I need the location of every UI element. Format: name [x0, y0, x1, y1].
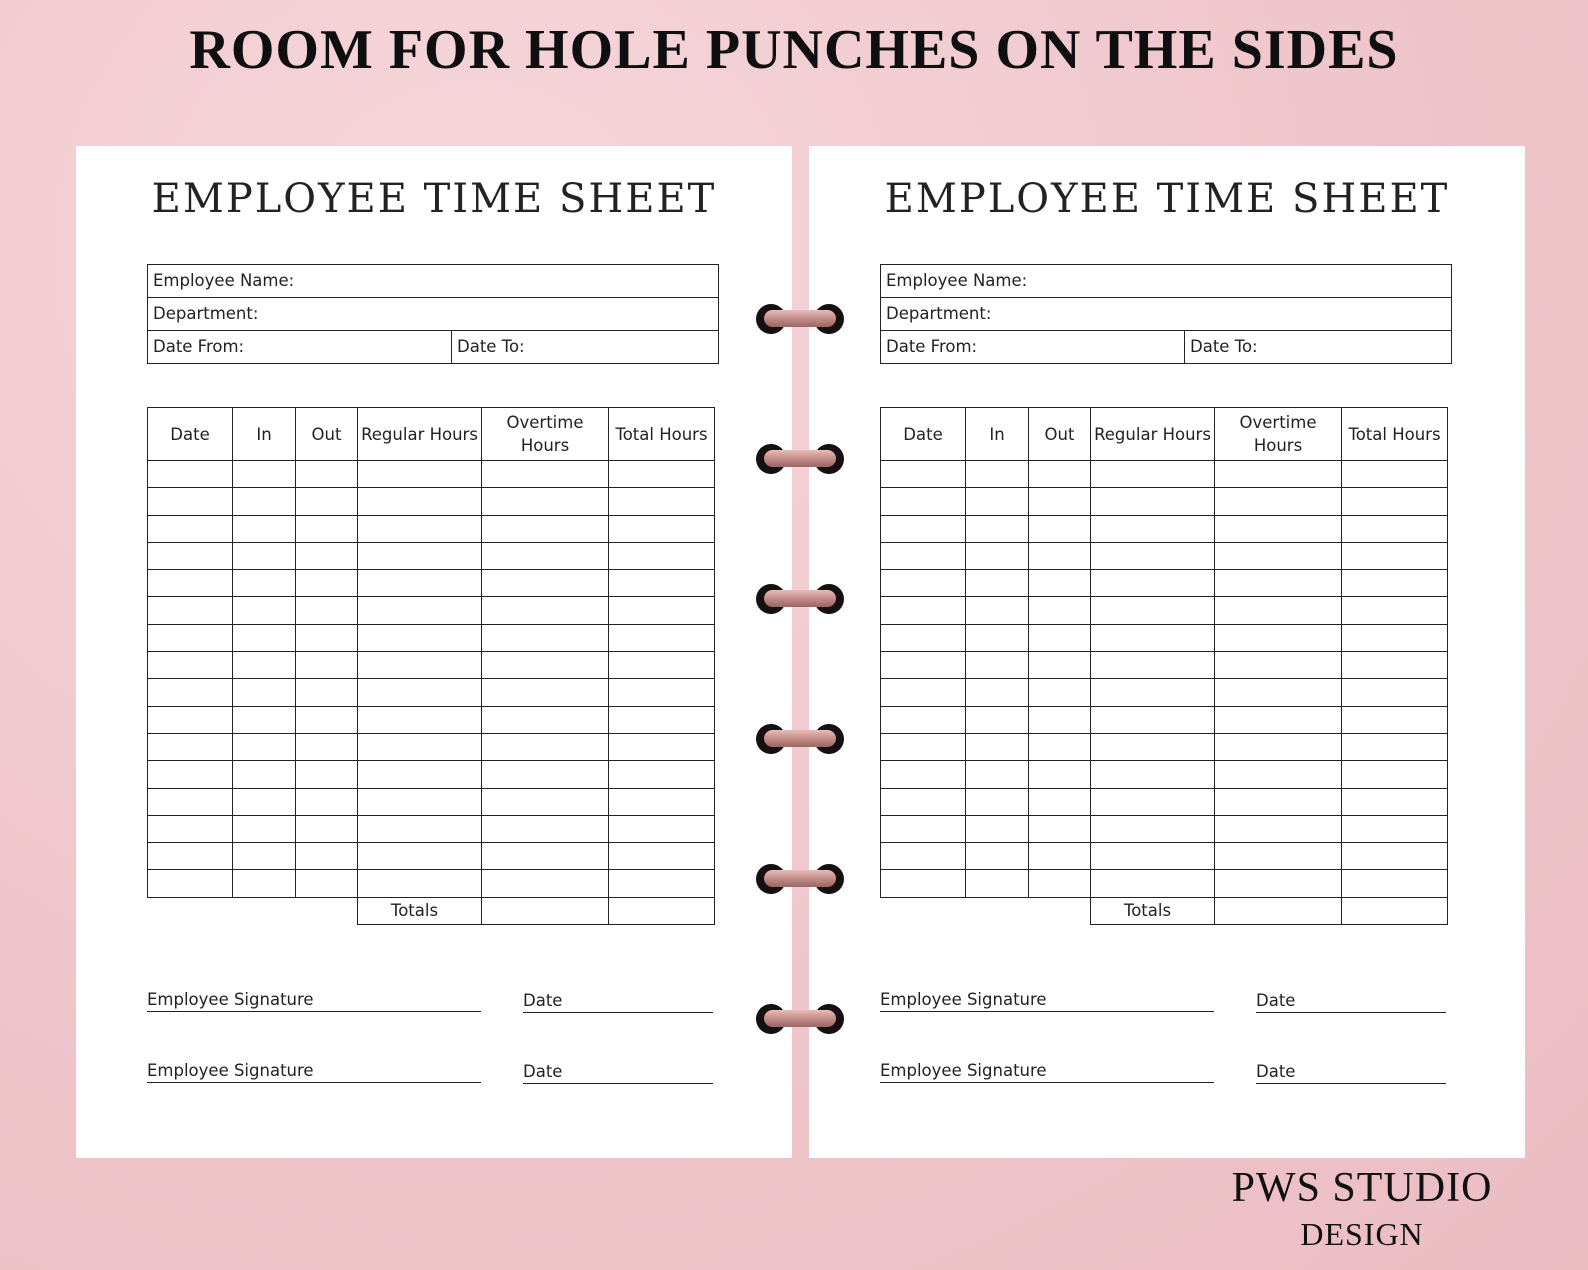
table-cell[interactable] [966, 570, 1029, 597]
table-cell[interactable] [296, 761, 358, 788]
table-cell[interactable] [1091, 570, 1215, 597]
table-cell[interactable] [296, 461, 358, 488]
table-cell[interactable] [1091, 815, 1215, 842]
banner-heading: ROOM FOR HOLE PUNCHES ON THE SIDES [189, 19, 1399, 81]
brand-subtitle: DESIGN [1300, 1216, 1424, 1252]
table-cell[interactable] [482, 488, 609, 515]
sheet-title: EMPLOYEE TIME SHEET [884, 176, 1450, 222]
table-cell[interactable] [296, 488, 358, 515]
table-cell[interactable] [358, 870, 482, 897]
binder-ring [756, 1002, 844, 1038]
table-cell[interactable] [1091, 870, 1215, 897]
table-cell[interactable] [148, 515, 233, 542]
table-cell[interactable] [296, 788, 358, 815]
table-cell[interactable] [881, 652, 966, 679]
table-cell[interactable] [966, 515, 1029, 542]
table-row [881, 733, 1448, 760]
table-cell[interactable] [1215, 761, 1342, 788]
table-cell[interactable] [609, 515, 715, 542]
table-row [881, 788, 1448, 815]
table-cell[interactable] [358, 652, 482, 679]
table-cell[interactable] [358, 706, 482, 733]
column-header: In [966, 408, 1029, 461]
column-header: Out [296, 408, 358, 461]
table-cell[interactable] [148, 733, 233, 760]
table-cell[interactable] [966, 788, 1029, 815]
table-cell[interactable] [233, 515, 296, 542]
table-cell[interactable] [296, 515, 358, 542]
table-cell[interactable] [296, 733, 358, 760]
employee-signature-line[interactable]: Employee Signature [147, 1061, 481, 1083]
table-cell[interactable] [482, 733, 609, 760]
table-cell[interactable] [1342, 542, 1448, 569]
table-cell[interactable] [482, 597, 609, 624]
table-cell[interactable] [148, 706, 233, 733]
signature-date-line[interactable]: Date [1256, 991, 1446, 1013]
table-cell[interactable] [148, 597, 233, 624]
table-cell[interactable] [1029, 597, 1091, 624]
table-row [881, 761, 1448, 788]
signature-date-line[interactable]: Date [523, 1062, 713, 1084]
table-row [881, 624, 1448, 651]
table-cell[interactable] [1342, 488, 1448, 515]
table-cell[interactable] [1342, 570, 1448, 597]
table-cell[interactable] [881, 461, 966, 488]
table-cell[interactable] [881, 515, 966, 542]
table-cell[interactable] [482, 706, 609, 733]
table-cell[interactable] [609, 679, 715, 706]
signature-date-line[interactable]: Date [1256, 1062, 1446, 1084]
table-cell[interactable] [148, 870, 233, 897]
table-cell[interactable] [1215, 652, 1342, 679]
table-cell[interactable] [482, 815, 609, 842]
table-cell[interactable] [233, 733, 296, 760]
table-cell[interactable] [1215, 870, 1342, 897]
table-cell[interactable] [1215, 461, 1342, 488]
column-header: Regular Hours [1091, 408, 1215, 461]
table-cell[interactable] [1215, 815, 1342, 842]
hours-table [147, 407, 715, 925]
table-row [148, 461, 715, 488]
table-cell[interactable] [609, 761, 715, 788]
table-cell[interactable] [1091, 597, 1215, 624]
table-cell[interactable] [148, 843, 233, 870]
table-cell[interactable] [1029, 788, 1091, 815]
table-cell[interactable] [1091, 652, 1215, 679]
table-cell[interactable] [609, 488, 715, 515]
totals-label: Totals [358, 897, 482, 924]
table-cell[interactable] [148, 788, 233, 815]
table-cell[interactable] [482, 542, 609, 569]
table-cell[interactable] [358, 679, 482, 706]
table-cell[interactable] [358, 461, 482, 488]
table-cell[interactable] [1215, 679, 1342, 706]
table-cell[interactable] [482, 461, 609, 488]
table-cell[interactable] [1215, 624, 1342, 651]
column-header: Overtime Hours [482, 408, 609, 461]
table-cell[interactable] [881, 624, 966, 651]
timesheet-page-right [809, 146, 1525, 1158]
table-cell[interactable] [881, 870, 966, 897]
table-cell[interactable] [233, 815, 296, 842]
table-row [148, 733, 715, 760]
table-cell[interactable] [609, 815, 715, 842]
table-cell[interactable] [1029, 461, 1091, 488]
table-cell[interactable] [881, 706, 966, 733]
table-cell[interactable] [296, 542, 358, 569]
table-cell[interactable] [148, 652, 233, 679]
table-cell[interactable] [1029, 488, 1091, 515]
table-cell[interactable] [233, 624, 296, 651]
table-row [881, 652, 1448, 679]
table-cell[interactable] [609, 542, 715, 569]
table-cell[interactable] [1091, 461, 1215, 488]
table-row [881, 597, 1448, 624]
table-cell[interactable] [1342, 843, 1448, 870]
totals-row [148, 897, 715, 924]
table-cell[interactable] [233, 597, 296, 624]
table-cell[interactable] [966, 706, 1029, 733]
table-cell[interactable] [482, 570, 609, 597]
table-cell[interactable] [609, 733, 715, 760]
table-cell[interactable] [609, 461, 715, 488]
table-row [148, 624, 715, 651]
binder-ring [756, 862, 844, 898]
table-cell[interactable] [1091, 542, 1215, 569]
table-row [148, 597, 715, 624]
table-cell[interactable] [148, 542, 233, 569]
table-cell[interactable] [966, 679, 1029, 706]
column-header: Overtime Hours [1215, 408, 1342, 461]
table-cell[interactable] [609, 706, 715, 733]
table-cell[interactable] [148, 461, 233, 488]
table-cell[interactable] [1029, 679, 1091, 706]
table-cell[interactable] [1342, 652, 1448, 679]
table-cell[interactable] [482, 515, 609, 542]
table-cell[interactable] [1029, 652, 1091, 679]
table-cell[interactable] [966, 815, 1029, 842]
table-row [148, 815, 715, 842]
sheet-title: EMPLOYEE TIME SHEET [151, 176, 717, 222]
table-cell[interactable] [966, 843, 1029, 870]
table-cell[interactable] [358, 815, 482, 842]
table-cell[interactable] [1342, 597, 1448, 624]
table-cell[interactable] [358, 843, 482, 870]
table-cell[interactable] [881, 679, 966, 706]
table-cell[interactable] [1342, 515, 1448, 542]
table-row [148, 652, 715, 679]
table-cell[interactable] [233, 870, 296, 897]
table-cell[interactable] [1342, 733, 1448, 760]
column-header: In [233, 408, 296, 461]
table-cell[interactable] [881, 542, 966, 569]
employee-name-field[interactable]: Employee Name: [886, 271, 1028, 290]
table-cell[interactable] [881, 788, 966, 815]
table-cell[interactable] [233, 461, 296, 488]
timesheet-page-left [76, 146, 792, 1158]
table-row [881, 488, 1448, 515]
table-cell[interactable] [1029, 843, 1091, 870]
table-cell[interactable] [609, 624, 715, 651]
table-cell[interactable] [1215, 706, 1342, 733]
employee-signature-line[interactable]: Employee Signature [147, 990, 481, 1012]
table-row [881, 461, 1448, 488]
table-cell[interactable] [881, 597, 966, 624]
table-cell[interactable] [482, 624, 609, 651]
employee-info-box [147, 264, 719, 364]
table-cell[interactable] [482, 679, 609, 706]
table-row [148, 843, 715, 870]
overtime-total-cell[interactable] [1215, 897, 1342, 924]
table-cell[interactable] [233, 570, 296, 597]
table-cell[interactable] [358, 542, 482, 569]
table-cell[interactable] [233, 843, 296, 870]
table-cell[interactable] [482, 761, 609, 788]
table-cell[interactable] [358, 570, 482, 597]
table-cell[interactable] [1091, 488, 1215, 515]
column-header: Total Hours [1342, 408, 1448, 461]
table-cell[interactable] [881, 761, 966, 788]
table-row [148, 761, 715, 788]
table-cell[interactable] [1091, 679, 1215, 706]
date-to-field[interactable]: Date To: [1190, 337, 1258, 356]
table-cell[interactable] [1342, 870, 1448, 897]
table-cell[interactable] [148, 488, 233, 515]
table-cell[interactable] [609, 788, 715, 815]
binder-ring [756, 582, 844, 618]
table-cell[interactable] [1029, 733, 1091, 760]
table-cell[interactable] [358, 788, 482, 815]
table-cell[interactable] [358, 624, 482, 651]
table-cell[interactable] [881, 843, 966, 870]
table-row [881, 679, 1448, 706]
table-cell[interactable] [966, 870, 1029, 897]
table-row [881, 570, 1448, 597]
table-cell[interactable] [1091, 761, 1215, 788]
table-cell[interactable] [1215, 515, 1342, 542]
table-cell[interactable] [296, 679, 358, 706]
table-cell[interactable] [1029, 515, 1091, 542]
table-cell[interactable] [482, 652, 609, 679]
table-row [148, 488, 715, 515]
table-row [881, 515, 1448, 542]
totals-row [881, 897, 1448, 924]
employee-info-box [880, 264, 1452, 364]
employee-signature-line[interactable]: Employee Signature [880, 990, 1214, 1012]
table-cell[interactable] [1215, 570, 1342, 597]
column-header: Out [1029, 408, 1091, 461]
table-cell[interactable] [1342, 788, 1448, 815]
table-cell[interactable] [966, 761, 1029, 788]
table-cell[interactable] [966, 597, 1029, 624]
table-cell[interactable] [1091, 624, 1215, 651]
brand-name: PWS STUDIO [1231, 1165, 1493, 1211]
table-row [148, 679, 715, 706]
table-cell[interactable] [1342, 461, 1448, 488]
table-row [881, 870, 1448, 897]
table-cell[interactable] [358, 488, 482, 515]
table-cell[interactable] [881, 815, 966, 842]
table-cell[interactable] [1029, 870, 1091, 897]
overtime-total-cell[interactable] [482, 897, 609, 924]
table-row [881, 706, 1448, 733]
table-cell[interactable] [233, 488, 296, 515]
table-cell[interactable] [1215, 597, 1342, 624]
table-cell[interactable] [233, 652, 296, 679]
table-cell[interactable] [148, 761, 233, 788]
table-cell[interactable] [296, 815, 358, 842]
table-cell[interactable] [482, 788, 609, 815]
table-cell[interactable] [358, 733, 482, 760]
table-cell[interactable] [1091, 706, 1215, 733]
table-cell[interactable] [1091, 788, 1215, 815]
table-cell[interactable] [148, 570, 233, 597]
table-cell[interactable] [1342, 761, 1448, 788]
table-cell[interactable] [1091, 733, 1215, 760]
date-to-field[interactable]: Date To: [457, 337, 525, 356]
binder-ring [756, 722, 844, 758]
table-row [148, 515, 715, 542]
table-row [881, 542, 1448, 569]
table-cell[interactable] [148, 679, 233, 706]
table-cell[interactable] [296, 843, 358, 870]
table-cell[interactable] [966, 652, 1029, 679]
table-cell[interactable] [1215, 733, 1342, 760]
table-cell[interactable] [966, 461, 1029, 488]
table-cell[interactable] [296, 570, 358, 597]
table-cell[interactable] [1029, 706, 1091, 733]
column-header: Date [881, 408, 966, 461]
table-cell[interactable] [1215, 542, 1342, 569]
table-cell[interactable] [609, 597, 715, 624]
table-cell[interactable] [296, 870, 358, 897]
table-cell[interactable] [296, 597, 358, 624]
table-cell[interactable] [296, 624, 358, 651]
binder-ring [756, 442, 844, 478]
table-row [148, 542, 715, 569]
column-header: Date [148, 408, 233, 461]
total-hours-cell[interactable] [609, 897, 715, 924]
table-cell[interactable] [609, 870, 715, 897]
table-cell[interactable] [1215, 488, 1342, 515]
employee-name-field[interactable]: Employee Name: [153, 271, 295, 290]
employee-signature-line[interactable]: Employee Signature [880, 1061, 1214, 1083]
table-cell[interactable] [609, 570, 715, 597]
table-row [148, 788, 715, 815]
table-cell[interactable] [1342, 815, 1448, 842]
table-cell[interactable] [966, 624, 1029, 651]
table-cell[interactable] [233, 542, 296, 569]
table-cell[interactable] [358, 515, 482, 542]
table-cell[interactable] [1215, 788, 1342, 815]
table-cell[interactable] [482, 870, 609, 897]
table-cell[interactable] [881, 570, 966, 597]
table-cell[interactable] [233, 788, 296, 815]
table-row [881, 815, 1448, 842]
table-cell[interactable] [233, 679, 296, 706]
table-cell[interactable] [1215, 843, 1342, 870]
table-cell[interactable] [296, 706, 358, 733]
table-cell[interactable] [966, 488, 1029, 515]
table-cell[interactable] [1029, 542, 1091, 569]
table-cell[interactable] [233, 761, 296, 788]
table-cell[interactable] [233, 706, 296, 733]
table-row [148, 706, 715, 733]
table-cell[interactable] [1029, 815, 1091, 842]
table-cell[interactable] [148, 815, 233, 842]
table-cell[interactable] [1029, 624, 1091, 651]
table-cell[interactable] [1342, 706, 1448, 733]
column-header: Total Hours [609, 408, 715, 461]
department-field[interactable]: Department: [153, 304, 259, 323]
department-field[interactable]: Department: [886, 304, 992, 323]
table-cell[interactable] [609, 652, 715, 679]
table-cell[interactable] [966, 542, 1029, 569]
table-cell[interactable] [358, 761, 482, 788]
table-cell[interactable] [1091, 515, 1215, 542]
totals-label: Totals [1091, 897, 1215, 924]
table-cell[interactable] [358, 597, 482, 624]
table-cell[interactable] [966, 733, 1029, 760]
binder-ring [756, 302, 844, 338]
column-header: Regular Hours [358, 408, 482, 461]
table-cell[interactable] [482, 843, 609, 870]
date-from-field[interactable]: Date From: [153, 337, 245, 356]
hours-table [880, 407, 1448, 925]
table-cell[interactable] [1029, 761, 1091, 788]
table-cell[interactable] [1029, 570, 1091, 597]
table-row [148, 570, 715, 597]
table-cell[interactable] [148, 624, 233, 651]
signature-date-line[interactable]: Date [523, 991, 713, 1013]
date-from-field[interactable]: Date From: [886, 337, 978, 356]
table-cell[interactable] [609, 843, 715, 870]
table-row [148, 870, 715, 897]
table-row [881, 843, 1448, 870]
total-hours-cell[interactable] [1342, 897, 1448, 924]
table-cell[interactable] [296, 652, 358, 679]
table-cell[interactable] [881, 488, 966, 515]
table-cell[interactable] [881, 733, 966, 760]
table-cell[interactable] [1091, 843, 1215, 870]
table-cell[interactable] [1342, 624, 1448, 651]
table-cell[interactable] [1342, 679, 1448, 706]
